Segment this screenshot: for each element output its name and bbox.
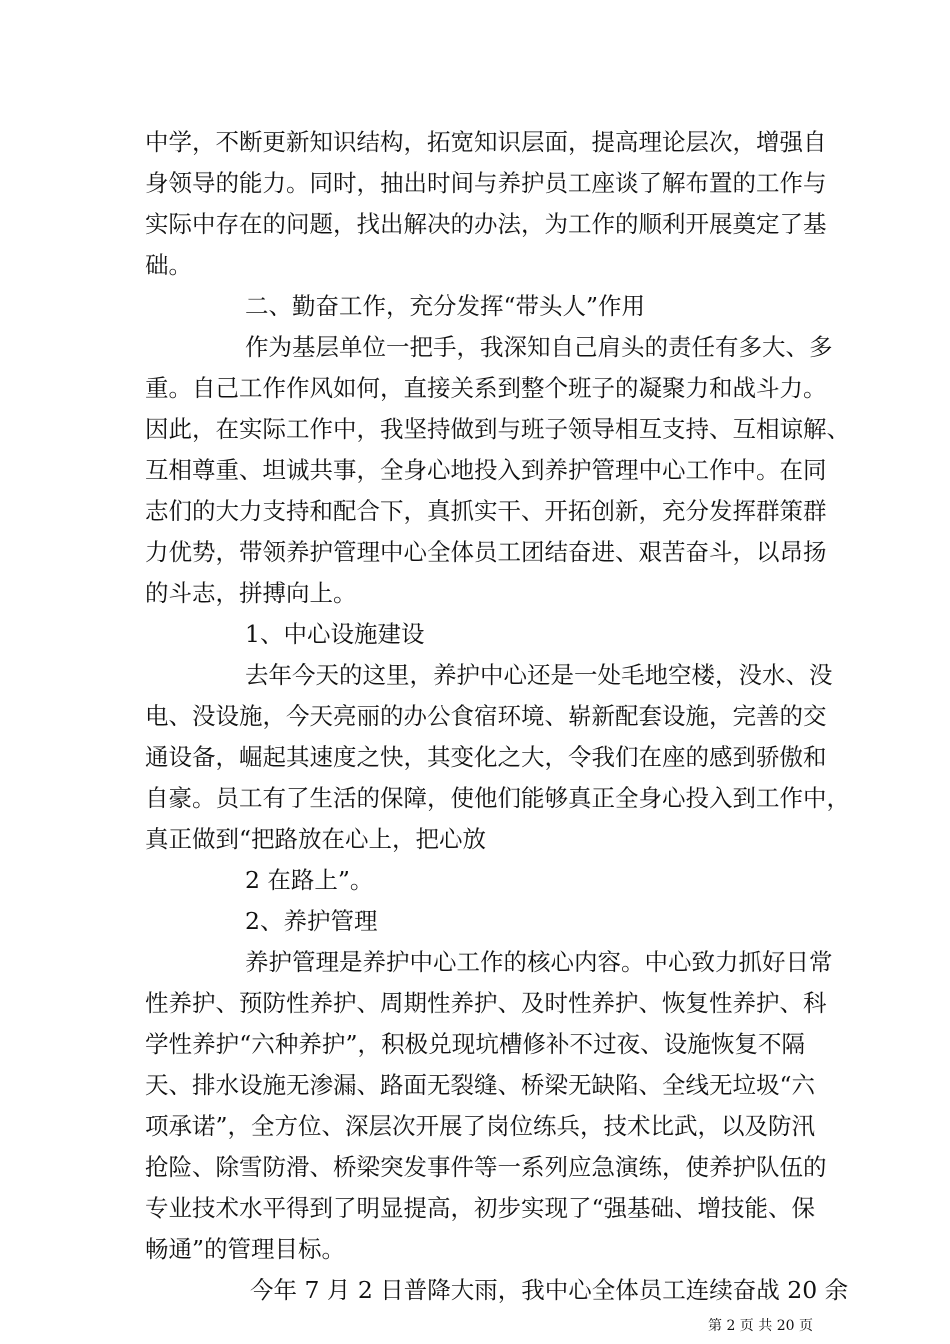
paragraph-line: 作为基层单位一把手，我深知自己肩头的责任有多大、多	[245, 333, 833, 361]
paragraph-line: 础。	[145, 251, 192, 279]
paragraph-line: 真正做到“把路放在心上，把心放	[145, 825, 487, 853]
paragraph-line: 今年 7 月 2 日普降大雨，我中心全体员工连续奋战 20 余	[250, 1276, 849, 1304]
paragraph-line: 中学，不断更新知识结构，拓宽知识层面，提高理论层次，增强自	[145, 128, 827, 156]
paragraph-line: 重。自己工作作风如何，直接关系到整个班子的凝聚力和战斗力。	[145, 374, 827, 402]
section-heading: 二、勤奋工作，充分发挥“带头人”作用	[245, 292, 646, 320]
paragraph-line: 因此，在实际工作中，我坚持做到与班子领导相互支持、互相谅解、	[145, 415, 850, 443]
paragraph-line: 电、没设施，今天亮丽的办公食宿环境、崭新配套设施，完善的交	[145, 702, 827, 730]
subsection-heading: 1、中心设施建设	[245, 620, 425, 648]
paragraph-line: 养护管理是养护中心工作的核心内容。中心致力抓好日常	[245, 948, 833, 976]
paragraph-line: 抢险、除雪防滑、桥梁突发事件等一系列应急演练，使养护队伍的	[145, 1153, 827, 1181]
paragraph-line: 的斗志，拼搏向上。	[145, 579, 357, 607]
subsection-heading: 2、养护管理	[245, 907, 378, 935]
paragraph-line: 畅通”的管理目标。	[145, 1235, 346, 1263]
paragraph-line: 专业技术水平得到了明显提高，初步实现了“强基础、增技能、保	[145, 1194, 816, 1222]
paragraph-line: 自豪。员工有了生活的保障，使他们能够真正全身心投入到工作中，	[145, 784, 850, 812]
paragraph-line: 去年今天的这里，养护中心还是一处毛地空楼，没水、没	[245, 661, 833, 689]
paragraph-line: 性养护、预防性养护、周期性养护、及时性养护、恢复性养护、科	[145, 989, 827, 1017]
paragraph-line: 学性养护“六种养护”，积极兑现坑槽修补不过夜、设施恢复不隔	[145, 1030, 805, 1058]
paragraph-line: 通设备，崛起其速度之快，其变化之大，令我们在座的感到骄傲和	[145, 743, 827, 771]
paragraph-line: 实际中存在的问题，找出解决的办法，为工作的顺利开展奠定了基	[145, 210, 827, 238]
paragraph-line: 天、排水设施无渗漏、路面无裂缝、桥梁无缺陷、全线无垃圾“六	[145, 1071, 816, 1099]
paragraph-line: 志们的大力支持和配合下，真抓实干、开拓创新，充分发挥群策群	[145, 497, 827, 525]
paragraph-line: 互相尊重、坦诚共事，全身心地投入到养护管理中心工作中。在同	[145, 456, 827, 484]
paragraph-line: 力优势，带领养护管理中心全体员工团结奋进、艰苦奋斗，以昂扬	[145, 538, 827, 566]
page-footer: 第 2 页 共 20 页	[708, 1318, 813, 1334]
paragraph-line: 身领导的能力。同时，抽出时间与养护员工座谈了解布置的工作与	[145, 169, 827, 197]
paragraph-line: 项承诺”，全方位、深层次开展了岗位练兵，技术比武，以及防汛	[145, 1112, 816, 1140]
paragraph-line: 2 在路上”。	[245, 866, 374, 894]
